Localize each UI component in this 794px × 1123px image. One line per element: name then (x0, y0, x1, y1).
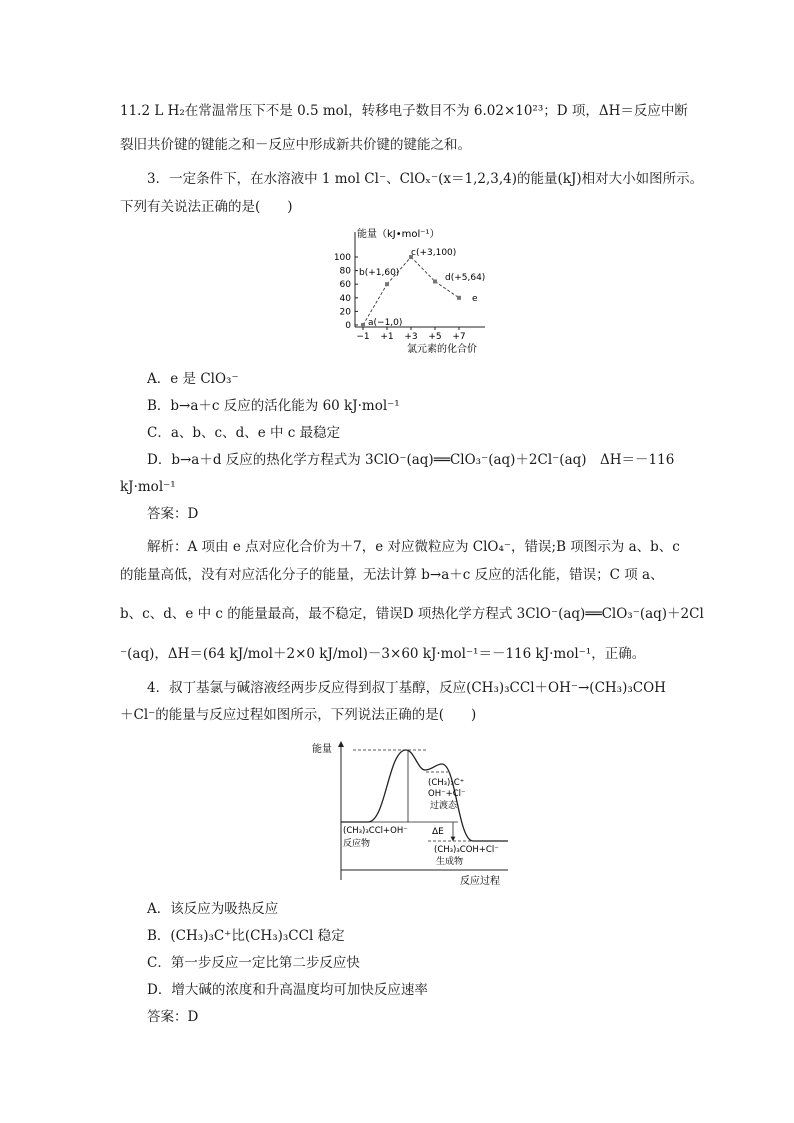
explanation-line: ⁻(aq)，ΔH＝(64 kJ/mol＋2×0 kJ/mol)－3×60 kJ·mol⁻¹＝－116 kJ·mol⁻¹，正确。 (120, 646, 646, 662)
x-axis-label: 氯元素的化合价 (407, 344, 477, 355)
answer-4: 答案：D (147, 1009, 199, 1025)
delta-e-label: ΔE (432, 827, 444, 837)
question-3-stem: 3．一定条件下，在水溶液中 1 mol Cl⁻、ClOₓ⁻(x＝1,2,3,4)的能量(kJ)相对大小如图所示。 (147, 171, 704, 187)
y-tick-label: 20 (339, 307, 351, 318)
option-4D: D．增大碱的浓度和升高温度均可加快反应速率 (147, 982, 428, 998)
point-label-a: a(−1,0) (368, 318, 403, 328)
y-tick-label: 40 (339, 293, 351, 304)
data-point-a (361, 323, 365, 327)
y-tick-label: 100 (333, 253, 351, 263)
reaction-energy-diagram (308, 738, 518, 886)
y-tick-label: 0 (345, 321, 351, 331)
data-point-b (385, 282, 389, 286)
x-tick-label: +7 (452, 332, 466, 342)
y-tick-label: 60 (339, 280, 351, 291)
option-3B: B．b→a＋c 反应的活化能为 60 kJ·mol⁻¹ (147, 398, 400, 414)
point-label-b: b(+1,60) (359, 268, 400, 278)
energy-chart-chlorine (325, 224, 505, 358)
option-3A: A．e 是 ClO₃⁻ (147, 371, 239, 387)
text-line: 裂旧共价键的键能之和－反应中形成新共价键的键能之和。 (120, 137, 471, 153)
x-tick-label: −1 (356, 332, 370, 342)
y-tick-label: 80 (339, 266, 351, 277)
product-formula: (CH₃)₃COH+Cl⁻ (434, 845, 499, 855)
series-segment (411, 257, 435, 281)
option-4B: B．(CH₃)₃C⁺比(CH₃)₃CCl 稳定 (147, 928, 345, 944)
series-segment (435, 281, 459, 297)
y-axis-label: 能量 (312, 744, 332, 755)
x-tick-label: +1 (380, 332, 394, 342)
option-4C: C．第一步反应一定比第二步反应快 (147, 955, 360, 971)
x-tick-label: +3 (404, 332, 418, 342)
question-4-stem: 4．叔丁基氯与碱溶液经两步反应得到叔丁基醇，反应(CH₃)₃CCl＋OH⁻→(CH₃)₃COH (147, 680, 666, 696)
ts-species-1: (CH₃)₃C⁺ (428, 778, 465, 788)
option-4A: A．该反应为吸热反应 (147, 901, 279, 917)
product-label: 生成物 (436, 857, 464, 867)
answer-3: 答案：D (147, 506, 199, 522)
data-point-d (433, 279, 437, 283)
reactant-label: 反应物 (343, 839, 371, 849)
option-3C: C．a、b、c、d、e 中 c 最稳定 (147, 425, 341, 441)
text-line: 11.2 L H₂在常温常压下不是 0.5 mol，转移电子数目不为 6.02×10²³；D 项，ΔH＝反应中断 (120, 103, 688, 119)
question-4-stem: ＋Cl⁻的能量与反应过程如图所示，下列说法正确的是( ) (120, 707, 477, 723)
option-3D: D．b→a＋d 反应的热化学方程式为 3ClO⁻(aq)══ClO₃⁻(aq)＋2Cl⁻(aq) ΔH＝－116 (147, 452, 675, 468)
question-3-stem: 下列有关说法正确的是( ) (120, 199, 293, 215)
data-point-e (457, 296, 461, 300)
option-3D-cont: kJ·mol⁻¹ (120, 479, 176, 495)
ts-label: 过渡态 (430, 801, 458, 811)
explanation-line: b、c、d、e 中 c 的能量最高，最不稳定，错误D 项热化学方程式 3ClO⁻(aq)══ClO₃⁻(aq)＋2Cl (120, 606, 704, 622)
x-axis-label: 反应过程 (460, 876, 500, 886)
point-label-c: c(+3,100) (411, 248, 457, 258)
reactant-formula: (CH₃)₃CCl+OH⁻ (343, 826, 408, 836)
point-label-e: e (472, 294, 478, 304)
explanation-line: 解析：A 项由 e 点对应化合价为＋7，e 对应微粒应为 ClO₄⁻，错误;B 项图示为 a、b、c (147, 539, 680, 555)
y-axis-label: 能量（kJ•mol⁻¹） (357, 229, 440, 240)
ts-species-2: OH⁻+Cl⁻ (428, 789, 466, 799)
x-tick-label: +5 (428, 332, 442, 342)
point-label-d: d(+5,64) (445, 273, 486, 283)
explanation-line: 的能量高低，没有对应活化分子的能量，无法计算 b→a＋c 反应的活化能，错误；C 项 a、 (120, 567, 664, 583)
